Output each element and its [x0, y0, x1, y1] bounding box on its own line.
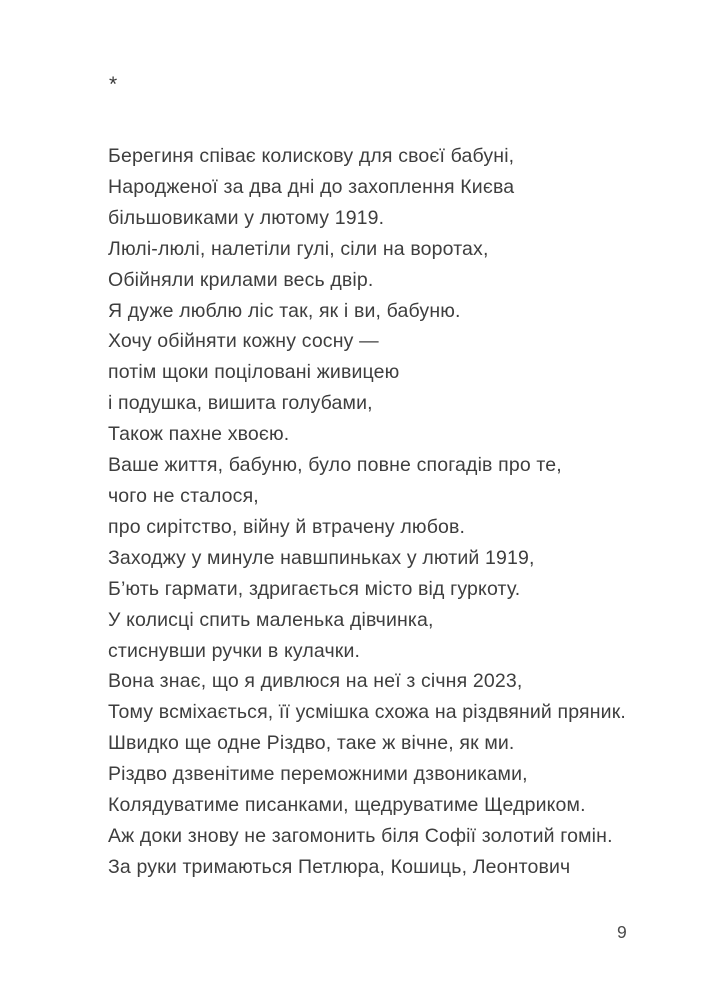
section-marker-asterisk: * [109, 73, 118, 96]
poem-line: Ваше життя, бабуню, було повне спогадів про те, [108, 454, 562, 477]
poem-line: Тому всміхається, її усмішка схожа на різдвяний пряник. [108, 701, 626, 724]
poem-line: Вона знає, що я дивлюся на неї з січня 2023, [108, 670, 523, 693]
poem-line: потім щоки поціловані живицею [108, 361, 400, 384]
poem-line: Аж доки знову не загомонить біля Софії золотий гомін. [108, 824, 613, 847]
poem-line: Різдво дзвенітиме переможними дзвониками, [108, 763, 528, 786]
poem-line: Також пахне хвоєю. [108, 423, 290, 446]
poem-line: Народженої за два дні до захоплення Києва [108, 175, 515, 198]
poem-line: чого не сталося, [108, 484, 259, 507]
poem-text-block [108, 141, 668, 883]
poem-line: Берегиня співає колискову для своєї бабуні, [108, 145, 515, 167]
poem-line: Б’ють гармати, здригається місто від гуркоту. [108, 577, 521, 600]
page-number: 9 [617, 922, 627, 942]
poem-line: про сирітство, війну й втрачену любов. [108, 515, 466, 538]
poem-line: Хочу обійняти кожну сосну — [108, 330, 379, 353]
poem-line: Обійняли крилами весь двір. [108, 268, 374, 291]
poem-line: Колядуватиме писанками, щедруватиме Щедриком. [108, 794, 586, 817]
poem-line: Я дуже люблю ліс так, як і ви, бабуню. [108, 299, 461, 322]
poem-line: і подушка, вишита голубами, [108, 392, 373, 415]
poem-line: Люлі-люлі, налетіли гулі, сіли на воротах, [108, 237, 489, 260]
poem-line: За руки тримаються Петлюра, Кошиць, Леонтович [108, 855, 571, 878]
poem-line: У колисці спить маленька дівчинка, [108, 608, 434, 631]
poem-line: Швидко ще одне Різдво, таке ж вічне, як ми. [108, 732, 515, 755]
poem-line: більшовиками у лютому 1919. [108, 206, 385, 229]
poem-line: Заходжу у минуле навшпиньках у лютий 1919, [108, 546, 535, 569]
poem-line: стиснувши ручки в кулачки. [108, 639, 361, 662]
